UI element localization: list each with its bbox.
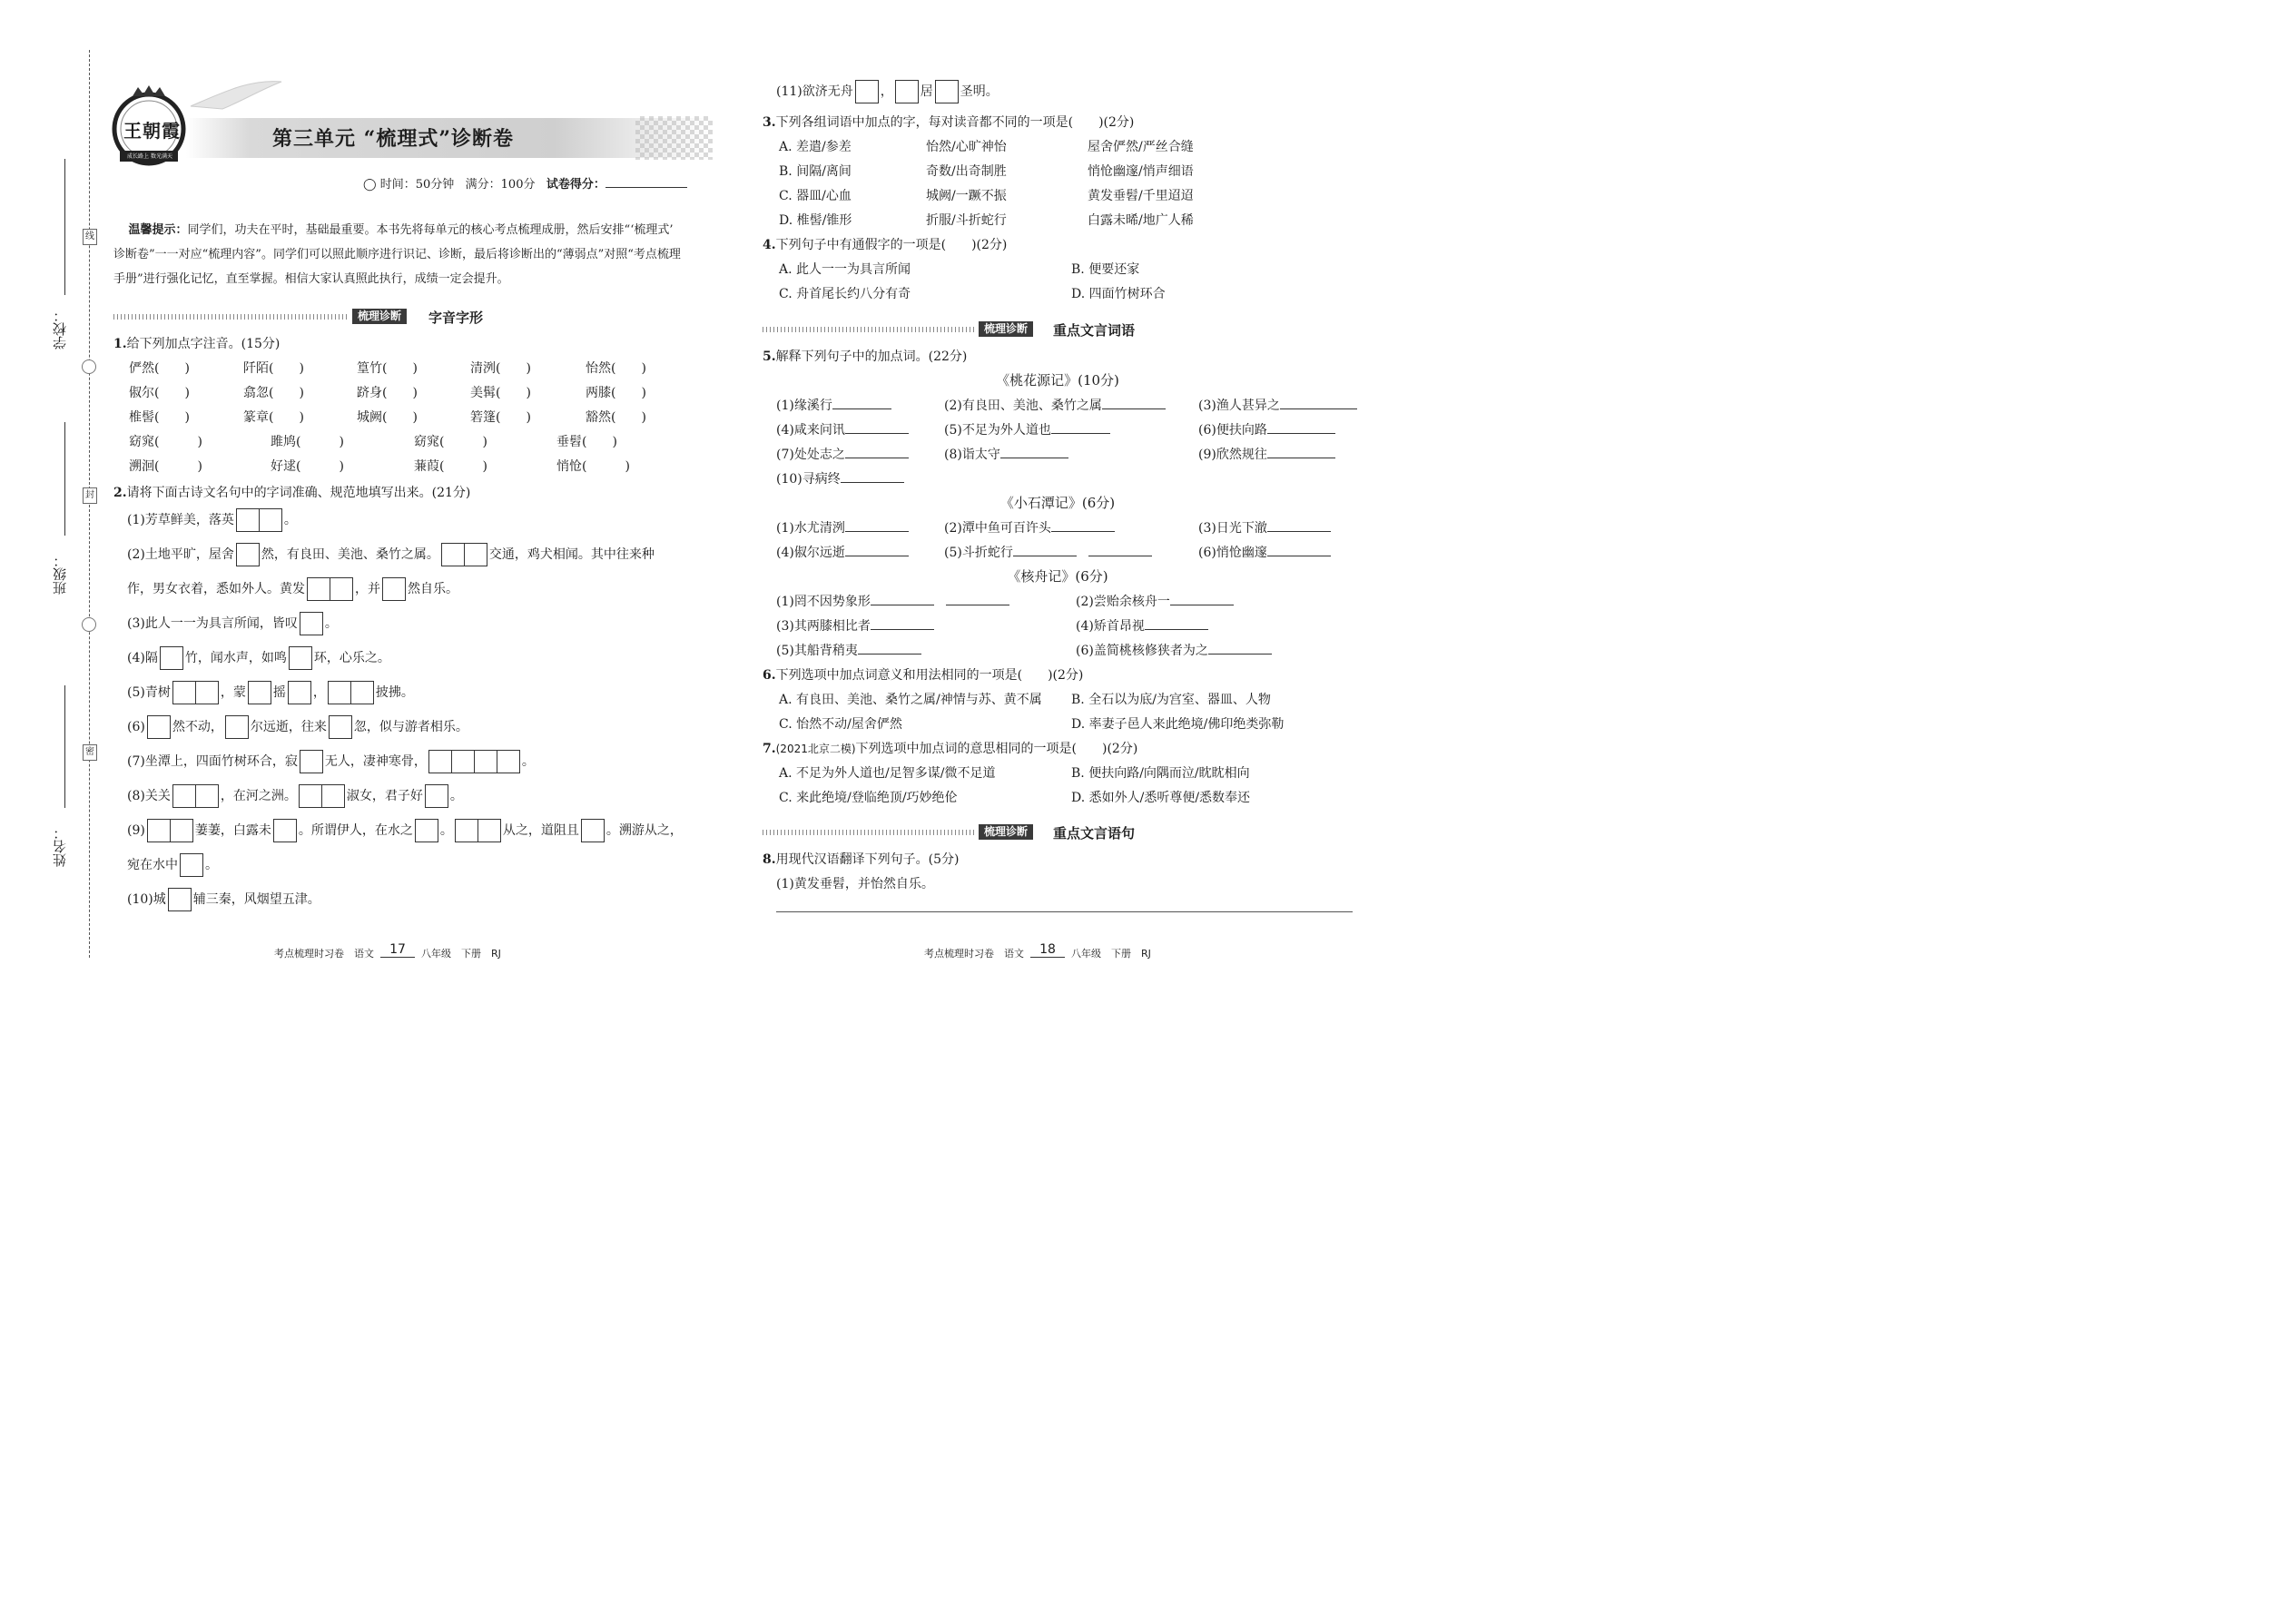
section-tag: 梳理诊断 [979, 824, 1033, 840]
page-number: 18 [1030, 942, 1065, 958]
fill-line-2: (2)土地平旷，屋舍 然，有良田、美池、桑竹之属。 交通，鸡犬相闻。其中往来种 [127, 541, 655, 568]
pinyin-item[interactable]: 跻身( ) [357, 386, 418, 400]
word-item [776, 469, 904, 487]
pinyin-item[interactable]: 窈窕( ) [414, 435, 487, 449]
word-prompt: (3)日光下澈 [1198, 521, 1267, 536]
option-a[interactable]: A. 不足为外人道也/足智多谋/微不足道 [779, 766, 996, 781]
pinyin-item[interactable]: 俨然( ) [129, 361, 190, 376]
option-item[interactable]: B. 间隔/离间 [779, 164, 852, 179]
option-b[interactable]: B. 便扶向路/向隅而泣/眈眈相向 [1071, 766, 1250, 781]
answer-blank[interactable] [1267, 543, 1331, 556]
text-heading: 《小石潭记》(6分) [999, 495, 1116, 511]
word-item [944, 420, 1110, 438]
word-prompt: (10)寻病终 [776, 472, 841, 487]
word-item [776, 518, 909, 536]
page-number: 17 [380, 942, 415, 958]
pinyin-item[interactable]: 窈窕( ) [129, 435, 202, 449]
word-item [944, 445, 1068, 463]
pinyin-item[interactable]: 溯洄( ) [129, 459, 202, 474]
answer-blank[interactable] [845, 518, 909, 532]
word-prompt: (7)处处志之 [776, 448, 845, 462]
word-item [776, 641, 921, 659]
word-prompt: (8)诣太守 [944, 448, 1000, 462]
pinyin-item[interactable]: 怡然( ) [586, 361, 646, 376]
answer-blank[interactable] [1013, 543, 1077, 556]
option-b[interactable]: B. 全石以为底/为宫室、器皿、人物 [1071, 693, 1271, 707]
fill-line-1: (1)芳草鲜美，落英 。 [127, 507, 297, 534]
pinyin-item[interactable]: 两膝( ) [586, 386, 646, 400]
word-item [776, 592, 1009, 610]
pinyin-item[interactable]: 清洌( ) [470, 361, 531, 376]
answer-blank[interactable] [845, 420, 909, 434]
pinyin-item[interactable]: 悄怆( ) [556, 459, 630, 474]
cut-line [89, 50, 90, 958]
tip-block [113, 218, 717, 291]
logo-tagline: 成长路上 数光满天 [127, 153, 172, 160]
fill-line-3: 作，男女衣着，悉如外人。黄发 ，并 然自乐。 [127, 576, 458, 603]
word-prompt: (1)缘溪行 [776, 399, 832, 413]
question-1: 1.给下列加点字注音。(15分) [113, 337, 281, 351]
option-word: 折服/斗折蛇行 [926, 213, 1007, 228]
clock-icon: ◯ [363, 178, 377, 192]
tip-line: 手册”进行强化记忆，直至掌握。相信大家认真照此执行，成绩一定会提升。 [113, 272, 509, 286]
binding-hole-icon [82, 359, 96, 374]
section-header [763, 321, 1353, 338]
option-word: 白露未晞/地广人稀 [1088, 213, 1194, 228]
school-blank [64, 159, 65, 295]
answer-blank[interactable] [845, 445, 909, 458]
pinyin-item[interactable]: 俶尔( ) [129, 386, 190, 400]
word-item [1076, 616, 1208, 635]
question-3: 3.下列各组词语中加点的字，每对读音都不同的一项是( )(2分) [763, 115, 1135, 130]
option-d[interactable]: D. 率妻子邑人来此绝境/佛印绝类弥勒 [1071, 717, 1285, 732]
section-header [763, 824, 1353, 841]
pinyin-item[interactable]: 城阙( ) [357, 410, 418, 425]
word-prompt: (3)渔人甚异之 [1198, 399, 1280, 413]
pinyin-item[interactable]: 雎鸠( ) [271, 435, 344, 449]
footer-right: 考点梳理时习卷 语文 18 八年级 下册 RJ [924, 942, 1151, 960]
word-prompt: (4)矫首昂视 [1076, 619, 1145, 634]
tip-line: 诊断卷”一一对应“梳理内容”。同学们可以照此顺序进行识记、诊断，最后将诊断出的“薄弱点”对照“考点梳理 [113, 248, 681, 261]
fill-line-8: (7)坐潭上，四面竹树环合，寂 无人，凄神寒骨， 。 [127, 748, 535, 775]
word-prompt: (5)不足为外人道也 [944, 423, 1051, 438]
word-prompt: (6)便扶向路 [1198, 423, 1267, 438]
pinyin-item[interactable]: 美髯( ) [470, 386, 531, 400]
word-item [944, 543, 1152, 561]
answer-blank[interactable] [858, 641, 921, 655]
seal-mark-line: 线 [83, 229, 97, 245]
section-tag: 梳理诊断 [352, 309, 407, 324]
pinyin-item[interactable]: 好逑( ) [271, 459, 344, 474]
pinyin-item[interactable]: 阡陌( ) [243, 361, 304, 376]
option-item[interactable]: D. 椎髻/锥形 [779, 213, 852, 228]
name-blank [64, 685, 65, 808]
question-4: 4.下列句子中有通假字的一项是( )(2分) [763, 238, 1008, 252]
word-item [1198, 543, 1331, 561]
word-item [944, 518, 1115, 536]
answer-blank[interactable] [1267, 420, 1335, 434]
word-item [776, 420, 909, 438]
seal-mark-secret: 密 [83, 744, 97, 761]
word-prompt: (9)欣然规往 [1198, 448, 1267, 462]
option-a[interactable]: A. 有良田、美池、桑竹之属/神情与苏、黄不属 [779, 693, 1042, 707]
section-title: 字音字形 [428, 310, 484, 326]
question-2: 2.请将下面古诗文名句中的字词准确、规范地填写出来。(21分) [113, 486, 471, 500]
binding-hole-icon [82, 617, 96, 632]
ribbon-decoration [186, 74, 286, 111]
fill-line-5: (4)隔 竹，闻水声，如鸣 环，心乐之。 [127, 645, 390, 672]
word-prompt: (4)俶尔远逝 [776, 546, 845, 560]
section-tag: 梳理诊断 [979, 321, 1033, 337]
brand-logo [107, 84, 191, 167]
pinyin-item[interactable]: 椎髻( ) [129, 410, 190, 425]
pinyin-item[interactable]: 篆章( ) [243, 410, 304, 425]
answer-blank[interactable] [1051, 518, 1115, 532]
option-a[interactable]: A. 此人一一为具言所闻 [779, 262, 911, 277]
word-item [1198, 396, 1357, 414]
answer-blank[interactable] [832, 396, 891, 409]
fill-line-9: (8)关关 ，在河之洲。 淑女，君子好 。 [127, 782, 463, 810]
word-item [776, 396, 891, 414]
fill-line-10: (9) 萋萋，白露未 。所谓伊人，在水之 。 从之，道阻且 。溯游从之， [127, 817, 683, 844]
option-word: 奇数/出奇制胜 [926, 164, 1007, 179]
answer-blank[interactable] [1170, 592, 1234, 605]
word-item [944, 396, 1166, 414]
pinyin-item[interactable]: 箬篷( ) [470, 410, 531, 425]
word-prompt: (1)罔不因势象形 [776, 595, 871, 609]
word-item [1198, 518, 1331, 536]
option-b[interactable]: B. 便要还家 [1071, 262, 1140, 277]
answer-blank[interactable] [1000, 445, 1068, 458]
score-label: 试卷得分： [546, 178, 605, 192]
option-word: 屋舍俨然/严丝合缝 [1088, 140, 1194, 154]
fill-line-4: (3)此人一一为具言所闻，皆叹 。 [127, 610, 338, 637]
question-7: 7.(2021北京二模)下列选项中加点词的意思相同的一项是( )(2分) [763, 742, 1138, 756]
name-label: 姓名： [52, 826, 68, 867]
title-decoration [635, 116, 713, 160]
option-word: 怡然/心旷神怡 [926, 140, 1007, 154]
word-prompt: (2)尝贻余核舟一 [1076, 595, 1170, 609]
footer-left: 考点梳理时习卷 语文 17 八年级 下册 RJ [274, 942, 501, 960]
class-label: 班级： [52, 554, 68, 595]
word-item [1076, 641, 1272, 659]
word-prompt: (6)悄怆幽邃 [1198, 546, 1267, 560]
seal-mark-seal: 封 [83, 487, 97, 504]
section-title: 重点文言词语 [1053, 322, 1136, 339]
page-title: 第三单元 “梳理式”诊断卷 [272, 127, 514, 151]
question-5: 5.解释下列句子中的加点词。(22分) [763, 349, 968, 364]
option-word: 黄发垂髫/千里迢迢 [1088, 189, 1194, 203]
logo-text: 王朝霞 [123, 120, 181, 142]
class-blank [64, 422, 65, 536]
answer-blank[interactable] [845, 543, 909, 556]
option-d[interactable]: D. 四面竹树环合 [1071, 287, 1166, 301]
pinyin-item[interactable]: 蒹葭( ) [414, 459, 487, 474]
full-score: 满分：100分 [465, 178, 536, 192]
fill-line-6: (5)青树 ，蒙 摇 ， 披拂。 [127, 679, 414, 706]
answer-blank[interactable] [1145, 616, 1208, 630]
option-word: 悄怆幽邃/悄声细语 [1088, 164, 1194, 179]
text-heading: 《核舟记》(6分) [1007, 568, 1108, 585]
fill-line-7: (6) 然不动， 尔远逝，往来 忽，似与游者相乐。 [127, 714, 468, 741]
text-heading: 《桃花源记》(10分) [996, 372, 1119, 389]
word-item [776, 445, 909, 463]
option-d[interactable]: D. 悉如外人/悉听尊便/悉数奉还 [1071, 791, 1251, 805]
option-word: 城阙/一蹶不振 [926, 189, 1007, 203]
word-prompt: (5)斗折蛇行 [944, 546, 1013, 560]
word-prompt: (2)有良田、美池、桑竹之属 [944, 399, 1102, 413]
tip-line: 同学们，功夫在平时，基础最重要。本书先将每单元的核心考点梳理成册，然后安排“‘梳理式’ [187, 223, 674, 237]
pinyin-item[interactable]: 翕忽( ) [243, 386, 304, 400]
answer-blank[interactable] [841, 469, 904, 483]
word-item [776, 616, 934, 635]
word-item [1198, 420, 1335, 438]
option-item[interactable]: C. 器皿/心血 [779, 189, 852, 203]
answer-blank[interactable] [1102, 396, 1166, 409]
answer-blank[interactable] [1088, 543, 1152, 556]
option-c[interactable]: C. 来此绝境/登临绝顶/巧妙绝伦 [779, 791, 958, 805]
fill-line-12: (10)城 辅三秦，风烟望五津。 [127, 886, 320, 913]
word-prompt: (3)其两膝相比者 [776, 619, 871, 634]
word-prompt: (1)水尤清洌 [776, 521, 845, 536]
score-field[interactable] [605, 174, 687, 188]
time-label: 时间：50分钟 [379, 178, 455, 192]
answer-blank[interactable] [1051, 420, 1110, 434]
answer-blank[interactable] [1208, 641, 1272, 655]
word-prompt: (2)潭中鱼可百许头 [944, 521, 1051, 536]
exam-info [363, 174, 687, 192]
answer-blank[interactable] [1267, 518, 1331, 532]
answer-blank[interactable] [871, 616, 934, 630]
answer-blank[interactable] [871, 592, 934, 605]
answer-blank[interactable] [1280, 396, 1357, 409]
section-header [113, 309, 717, 325]
option-c[interactable]: C. 舟首尾长约八分有奇 [779, 287, 911, 301]
word-prompt: (5)其船背稍夷 [776, 644, 858, 658]
section-title: 重点文言语句 [1053, 825, 1136, 842]
pinyin-item[interactable]: 豁然( ) [586, 410, 646, 425]
word-prompt: (4)咸来问讯 [776, 423, 845, 438]
option-c[interactable]: C. 怡然不动/屋舍俨然 [779, 717, 902, 732]
word-prompt: (6)盖简桃核修狭者为之 [1076, 644, 1208, 658]
question-6: 6.下列选项中加点词意义和用法相同的一项是( )(2分) [763, 668, 1084, 683]
pinyin-item[interactable]: 垂髫( ) [556, 435, 617, 449]
answer-line[interactable] [776, 911, 1353, 912]
question-8: 8.用现代汉语翻译下列句子。(5分) [763, 852, 960, 867]
option-item[interactable]: A. 差遣/参差 [779, 140, 852, 154]
answer-blank[interactable] [1267, 445, 1335, 458]
word-item [1198, 445, 1335, 463]
answer-blank[interactable] [946, 592, 1009, 605]
tip-heading: 温馨提示： [128, 223, 188, 237]
pinyin-item[interactable]: 篁竹( ) [357, 361, 418, 376]
word-item [776, 543, 909, 561]
fill-line-13: (11)欲济无舟 ， 居 圣明。 [776, 78, 999, 105]
fill-line-11: 宛在水中 。 [127, 851, 218, 879]
word-item [1076, 592, 1234, 610]
translate-prompt: (1)黄发垂髫，并怡然自乐。 [776, 877, 934, 891]
school-label: 学校： [52, 309, 68, 349]
